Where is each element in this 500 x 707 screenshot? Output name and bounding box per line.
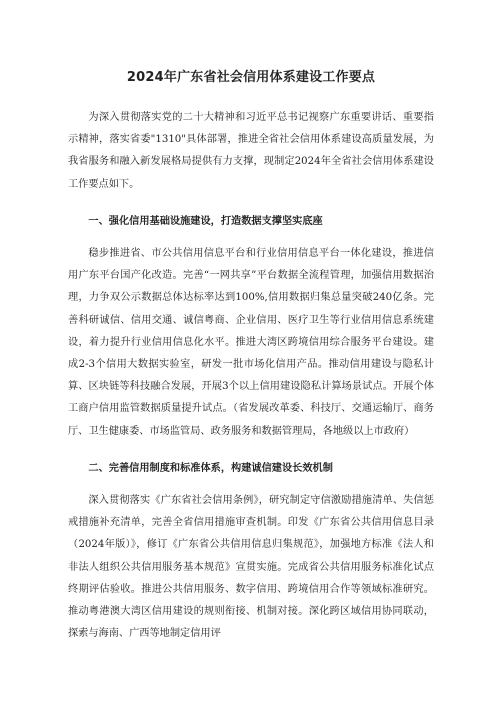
section-2	[68, 458, 434, 646]
section-body: 稳步推进省、市公共信用信息平台和行业信用信息平台一体化建设，推进信用广东平台国产化改造。完善“一网共享”平台数据全流程管理，加强信用数据治理，力争双公示数据总体达标率达到100%,信用数据归集总量突破240亿条。完善科研诚信、信用交通、诚信粤商、企业信用、医疗卫生等行业信用信息系统建设，着力提升行业信用信息化水平。推进大湾区跨境信用综合服务平台建设。建成2-3个信用大数据实验室，研发一批市场化信用产品。推动信用建设与隐私计算、区块链等科技融合发展，开展3个以上信用建设隐私计算场景试点。开展个体工商户信用监管数据质量提升试点。（省发展改革委、科技厅、交通运输厅、商务厅、卫生健康委、市场监管局、政务服务和数据管理局，各地级以上市政府）	[68, 248, 434, 437]
spacer	[68, 443, 434, 451]
section-body: 深入贯彻落实《广东省社会信用条例》，研究制定守信激励措施清单、失信惩戒措施补充清单，完善全省信用措施审查机制。印发《广东省公共信用信息目录（2024年版）》，修订《广东省公共信用信息归集规范》，加强地方标准《法人和非法人组织公共信用服务基本规范》宣贯实施。完成省公共信用服务标准化试点终期评估验收。推进公共信用服务、数字信用、跨境信用合作等领域标准研究。推动粤港澳大湾区信用建设的规则衔接、机制对接。深化跨区域信用协同联动，探索与海南、广西等地制定信用评	[68, 495, 434, 640]
spacer	[68, 196, 434, 204]
document-title: 2024年广东省社会信用体系建设工作要点	[126, 70, 376, 85]
section-heading: 一、强化信用基础设施建设，打造数据支撑坚实底座	[88, 215, 323, 227]
section-heading: 二、完善信用制度和标准体系，构建诚信建设长效机制	[88, 462, 333, 474]
intro-paragraph: 为深入贯彻落实党的二十大精神和习近平总书记视察广东重要讲话、重要指示精神，落实省委"1310"具体部署，推进全省社会信用体系建设高质量发展，为我省服务和融入新发展格局提供有力支撑，现制定2024年全省社会信用体系建设工作要点如下。	[68, 112, 434, 190]
section-1	[68, 211, 434, 443]
